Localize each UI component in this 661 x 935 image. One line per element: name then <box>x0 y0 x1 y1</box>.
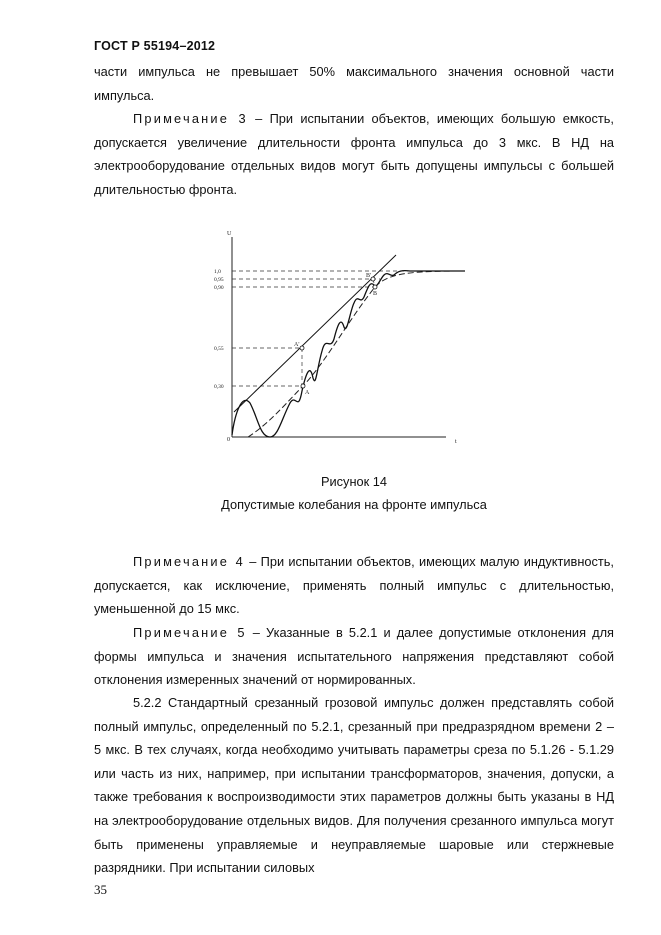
y-tick-0-95: 0,95 <box>214 277 224 283</box>
label-b: B <box>373 291 378 297</box>
y-tick-1-0: 1,0 <box>214 269 221 275</box>
note-3-label: Примечание 3 <box>133 111 248 126</box>
paragraph-continuation: части импульса не превышает 50% максимального значения основной части импульса. <box>94 64 614 103</box>
figure-14-graph <box>210 223 480 448</box>
origin-label: 0 <box>227 437 230 443</box>
point-a-prime <box>300 346 304 350</box>
y-tick-0-90: 0,90 <box>214 285 224 291</box>
label-a: A <box>305 390 310 396</box>
label-b-prime: B' <box>366 273 372 279</box>
x-axis-label: t <box>455 439 457 445</box>
figure-caption-title: Допустимые колебания на фронте импульса <box>221 497 487 512</box>
note-3-text: – При испытании объектов, имеющих большую емкость, допускается увеличение длительности фронта импульса до 3 мкс. В НД на электрооборудование отдельных видов могут быть допущены импульсы с большей длительностью фронта. <box>94 111 614 197</box>
pulse-front-curve <box>232 271 465 437</box>
note-5-label: Примечание 5 <box>133 625 247 640</box>
point-b <box>373 285 377 289</box>
point-a <box>301 384 305 388</box>
paragraph-5-2-2: 5.2.2 Стандартный срезанный грозовой импульс должен представлять собой полный импульс, определенный по 5.2.1, срезанный при предразрядном времени 2 – 5 мкс. В тех случаях, когда необходимо учитывать параметры среза по 5.1.26 - 5.1.29 или часть из них, например, при испытании трансформаторов, значения, допуски, а также требования к воспроизводимости этих параметров должны быть указаны в НД на электрооборудование отдельных видов. Для получения срезанного импульса могут быть применены управляемые и неуправляемые шаровые или стержневые разрядники. При испытании силовых <box>94 695 614 876</box>
page-number: 35 <box>94 882 107 897</box>
note-4-text: – При испытании объектов, имеющих малую индуктивность, допускается, как исключение, применять полный импульс с длительностью, уменьшенной до 15 мкс. <box>94 554 614 617</box>
note-5 <box>94 621 614 692</box>
figure-caption-number: Рисунок 14 <box>320 474 388 489</box>
y-tick-0-55: 0,55 <box>214 346 224 352</box>
document-header: ГОСТ Р 55194–2012 <box>94 39 216 53</box>
note-5-text: – Указанные в 5.2.1 и далее допустимые отклонения для формы импульса и значения испытательного напряжения представляют собой отклонения измеренных значений от нормированных. <box>94 625 614 688</box>
note-4 <box>94 550 614 621</box>
y-tick-0-30: 0,30 <box>214 384 224 390</box>
point-b-prime <box>371 277 375 281</box>
label-a-prime: A' <box>294 342 300 348</box>
reference-lines <box>232 271 465 386</box>
y-axis-label: U <box>227 231 232 237</box>
averaged-front-curve <box>248 271 465 437</box>
note-4-label: Примечание 4 <box>133 554 245 569</box>
note-3 <box>94 107 614 201</box>
